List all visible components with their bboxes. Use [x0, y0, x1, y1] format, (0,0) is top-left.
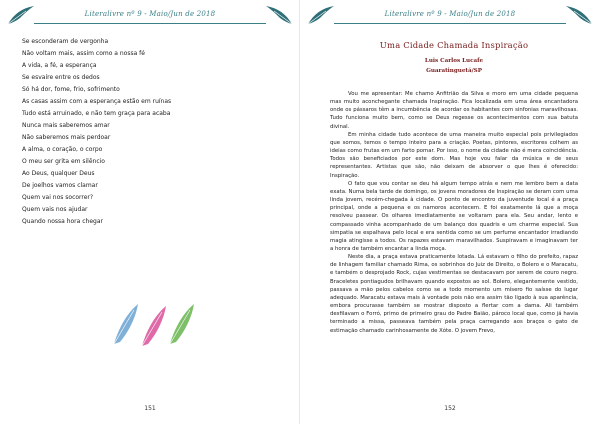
poem-line: De joelhos vamos clamar: [22, 182, 98, 189]
article-paragraph: Vou me apresentar: Me chamo Anfitrião da Silva e moro em uma cidade pequena mas muito aconchegante chamada Inspiração. Fica localizada em uma área encantadora onde os pássaros têm a incumbência de acordar os habitantes com sinfonias maravilhosas. Tudo funciona muito bem, como se Deus regesse os acontecimentos com sua batuta divinal.: [330, 91, 578, 130]
page-number: 151: [144, 405, 156, 412]
poem: [22, 36, 282, 228]
poem-line: Quem vai nos socorrer?: [22, 194, 94, 201]
poem-line: Quando nossa hora chegar: [22, 218, 103, 225]
header-title: Literalivre nº 9 - Maio/Jun de 2018: [84, 10, 216, 18]
article-title: Uma Cidade Chamada Inspiração: [379, 40, 529, 50]
header-rule: [334, 23, 566, 24]
article-author: Luis Carlos Lucafe: [424, 58, 484, 64]
poem-line: Nunca mais saberemos amar: [22, 122, 110, 129]
header-title: Literalivre nº 9 - Maio/Jun de 2018: [384, 10, 516, 18]
header-rule: [34, 23, 266, 24]
poem-line: Não saberemos mais perdoar: [22, 134, 111, 141]
quill-pen-icon: [264, 4, 294, 26]
poem-line: A alma, o coração, o corpo: [22, 146, 103, 153]
poem-line: Não voltam mais, assim como a nossa fé: [22, 50, 145, 57]
poem-line: Só há dor, fome, frio, sofrimento: [22, 86, 120, 93]
page-header: [0, 2, 300, 30]
poem-line: Se esconderam de vergonha: [22, 38, 109, 45]
article-paragraph: O fato que vou contar se deu há algum tempo atrás e nem me lembro bem a data exata. Numa bela tarde de domingo, os jovens moradores de Inspiração se deram com uma linda jovem, recém-chegada à cidade. O ponto de encontro da juventude local é a praça principal, onde a pequena e os namoros acontecem. E foi exatamente lá que a moça resolveu passear. Os olhares imediatamente se voltaram para ela. Seu andar, lento e compassado vinha acompanhado de um balanço dos quadris e um charme especial. Sua simpatia se espalhava pelo local e era sentida como se um perfume encantador irradiando magia atingisse a todos. Os rapazes estavam maravilhados. Suspiravam e imaginavam ter a honra de também encantar a linda moça.: [330, 180, 578, 252]
article: [330, 36, 578, 335]
poem-line: Tudo está arruinado, e não tem graça para acaba: [22, 110, 171, 117]
article-paragraph: Em minha cidade tudo acontece de uma maneira muito especial pois privilegiados que somos, temos o tempo inteiro para a criação. Poetas, pintores, escritores colhem as ideias como frutas em um farto pomar. Por isso, o nome da cidade não é mera coincidência. Todos são beneficiados por este dom. Mas hoje vou falar da música e de seus representantes. Artistas que são, não deixam de absorver o que lhes é oferecido: Inspiração.: [330, 131, 578, 179]
poem-line: Quem vais nos ajudar: [22, 206, 88, 213]
right-page: [300, 0, 600, 424]
article-location: Guaratinguetá/SP: [426, 68, 482, 74]
poem-line: Ao Deus, qualquer Deus: [22, 170, 95, 177]
colored-quills-icon: [108, 300, 198, 350]
page-number: 152: [444, 405, 456, 412]
article-paragraph: Neste dia, a praça estava praticamente lotada. Lá estavam o filho do prefeito, rapaz de linhagem familiar chamado Rima, os sobrinhos do Juiz de Direito, o Bolero e o Maracatu, e também o desprojado Rock, cujas vestimentas se destacavam por serem de couro negro. Braceletes pontiagudos brilhavam quando expostos ao sol. Bolero, elegantemente vestido, passava a mão pelos cabelos como se a todo momento um mísero fio saísse do lugar adequado. Maracatu estava mais à vontade pois não era assim tão ligado à sua aparência, embora procurasse também se mostrar disposto a flertar com a dama. Ali também desfilavam o Forró, primo de primeiro grau do Padre Baião, pároco local que, como já havia terminado a missa, passeava também pela praça carregando aos braços o gato de estimação chamado carinhosamente de Xóte. O jovem Frevo,: [330, 254, 578, 334]
poem-line: Se esvaíre entre os dedos: [22, 74, 100, 81]
poem-line: As casas assim com a esperança estão em ruínas: [22, 98, 172, 105]
quill-pen-icon: [564, 4, 594, 26]
article-body: [330, 90, 578, 335]
poem-line: A vida, a fé, a esperança: [22, 62, 97, 69]
page-header: [300, 2, 600, 30]
poem-line: O meu ser grita em silêncio: [22, 158, 105, 165]
